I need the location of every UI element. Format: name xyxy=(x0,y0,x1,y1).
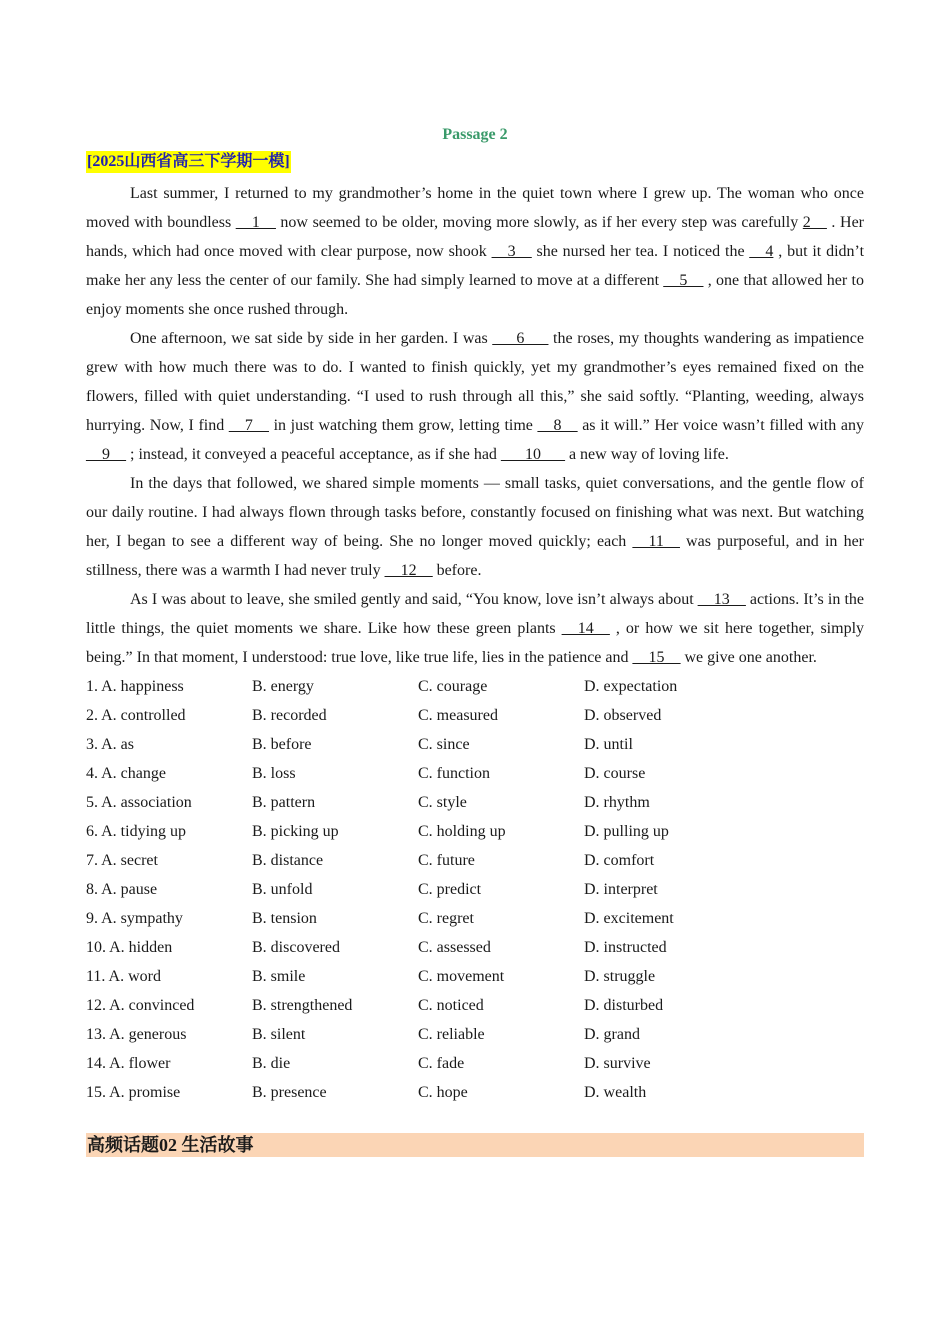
document-page xyxy=(86,120,864,1157)
paragraph-3 xyxy=(86,469,864,585)
option-d: D. grand xyxy=(584,1026,640,1043)
option-d: D. wealth xyxy=(584,1084,647,1101)
option-d: D. survive xyxy=(584,1055,651,1072)
option-b: B. before xyxy=(252,736,312,753)
blank-9: __9__ xyxy=(86,446,126,463)
option-c: C. predict xyxy=(418,881,482,898)
option-b: B. presence xyxy=(252,1084,327,1101)
option-a: 10. A. hidden xyxy=(86,939,173,956)
option-d: D. excitement xyxy=(584,910,674,927)
text: was purposeful, and in her stillness, there was a warmth I had never truly xyxy=(86,533,865,579)
option-a: 3. A. as xyxy=(86,736,134,753)
option-row-9 xyxy=(86,904,864,933)
text: before. xyxy=(432,562,482,579)
blank-14: __14__ xyxy=(561,620,610,637)
blank-5: __5__ xyxy=(663,272,704,289)
option-c: C. measured xyxy=(418,707,498,724)
option-c: C. function xyxy=(418,765,490,782)
option-d: D. observed xyxy=(584,707,662,724)
option-a: 8. A. pause xyxy=(86,881,158,898)
blank-1: __1__ xyxy=(235,214,276,231)
option-row-12 xyxy=(86,991,864,1020)
option-row-4 xyxy=(86,759,864,788)
option-row-11 xyxy=(86,962,864,991)
options-list xyxy=(86,672,864,1107)
blank-7: __7__ xyxy=(228,417,269,434)
option-row-2 xyxy=(86,701,864,730)
option-a: 13. A. generous xyxy=(86,1026,187,1043)
option-c: C. style xyxy=(418,794,467,811)
option-a: 1. A. happiness xyxy=(86,678,184,695)
source-tag: [2025山西省高三下学期一模] xyxy=(86,151,291,173)
option-d: D. course xyxy=(584,765,646,782)
option-a: 4. A. change xyxy=(86,765,166,782)
blank-2: 2__ xyxy=(802,214,827,231)
option-row-10 xyxy=(86,933,864,962)
text: as it will.” Her voice wasn’t filled with any xyxy=(577,417,864,434)
text: . Her hands, which had once moved with clear purpose, now shook xyxy=(86,214,864,260)
option-b: B. energy xyxy=(252,678,314,695)
option-c: C. courage xyxy=(418,678,488,695)
option-c: C. holding up xyxy=(418,823,506,840)
option-d: D. struggle xyxy=(584,968,656,985)
text: a new way of loving life. xyxy=(564,446,729,463)
option-d: D. instructed xyxy=(584,939,667,956)
option-row-13 xyxy=(86,1020,864,1049)
option-d: D. pulling up xyxy=(584,823,669,840)
text: actions. It’s in the little things, the quiet moments we share. Like how these green plants xyxy=(86,591,864,637)
paragraph-1 xyxy=(86,179,864,324)
option-row-15 xyxy=(86,1078,864,1107)
option-b: B. loss xyxy=(252,765,296,782)
source-line xyxy=(86,151,864,179)
option-b: B. die xyxy=(252,1055,291,1072)
option-c: C. fade xyxy=(418,1055,465,1072)
option-d: D. rhythm xyxy=(584,794,650,811)
option-d: D. until xyxy=(584,736,633,753)
blank-15: __15__ xyxy=(632,649,681,666)
option-b: B. discovered xyxy=(252,939,340,956)
option-c: C. reliable xyxy=(418,1026,485,1043)
blank-10: ___10___ xyxy=(500,446,565,463)
option-b: B. smile xyxy=(252,968,306,985)
paragraph-2 xyxy=(86,324,864,469)
option-b: B. silent xyxy=(252,1026,306,1043)
blank-8: __8__ xyxy=(537,417,578,434)
blank-11: __11__ xyxy=(632,533,680,550)
paragraph-4 xyxy=(86,585,864,672)
text: she nursed her tea. I noticed the xyxy=(531,243,750,260)
option-b: B. unfold xyxy=(252,881,313,898)
option-c: C. noticed xyxy=(418,997,484,1014)
option-a: 15. A. promise xyxy=(86,1084,181,1101)
option-row-3 xyxy=(86,730,864,759)
option-b: B. distance xyxy=(252,852,324,869)
option-row-5 xyxy=(86,788,864,817)
text: Last summer, I returned to my grandmother’s home in the quiet town where I grew up. The woman who once moved with boundless xyxy=(86,185,864,231)
option-row-1 xyxy=(86,672,864,701)
text: the roses, my thoughts wandering as impatience grew with how much there was to do. I wanted to finish quickly, yet my grandmother’s eyes remained fixed on the flowers, filled with quiet understanding. “I used to rush through all this,” she said softly. “Planting, weeding, always hurrying. Now, I find xyxy=(86,330,864,434)
option-c: C. movement xyxy=(418,968,505,985)
option-b: B. strengthened xyxy=(252,997,353,1014)
option-d: D. comfort xyxy=(584,852,655,869)
option-a: 11. A. word xyxy=(86,968,161,985)
option-row-6 xyxy=(86,817,864,846)
blank-12: __12__ xyxy=(384,562,433,579)
text: , or how we sit here together, simply being.” In that moment, I understood: true love, like true life, lies in the patience and xyxy=(86,620,865,666)
option-d: D. expectation xyxy=(584,678,678,695)
blank-3: __3__ xyxy=(491,243,532,260)
option-c: C. future xyxy=(418,852,475,869)
text: in just watching them grow, letting time xyxy=(268,417,538,434)
option-c: C. hope xyxy=(418,1084,468,1101)
text: , but it didn’t make her any less the center of our family. She had simply learned to move at a different xyxy=(86,243,865,289)
option-c: C. assessed xyxy=(418,939,491,956)
text: , one that allowed her to enjoy moments she once rushed through. xyxy=(86,272,864,318)
option-a: 2. A. controlled xyxy=(86,707,186,724)
blank-13: __13__ xyxy=(697,591,746,608)
option-a: 12. A. convinced xyxy=(86,997,195,1014)
option-c: C. since xyxy=(418,736,470,753)
text: In the days that followed, we shared simple moments — small tasks, quiet conversations, and the gentle flow of our daily routine. I had always flown through tasks before, constantly focused on finishing what was next. But watching her, I began to see a different way of being. She no longer moved quickly; each xyxy=(86,475,864,550)
option-b: B. tension xyxy=(252,910,317,927)
text: we give one another. xyxy=(680,649,817,666)
text: ; instead, it conveyed a peaceful acceptance, as if she had xyxy=(126,446,501,463)
text: now seemed to be older, moving more slowly, as if her every step was carefully xyxy=(275,214,803,231)
option-row-8 xyxy=(86,875,864,904)
option-b: B. picking up xyxy=(252,823,339,840)
text: As I was about to leave, she smiled gently and said, “You know, love isn’t always about xyxy=(130,591,698,608)
option-b: B. recorded xyxy=(252,707,327,724)
option-d: D. disturbed xyxy=(584,997,664,1014)
text: One afternoon, we sat side by side in her garden. I was xyxy=(130,330,493,347)
blank-4: __4 xyxy=(749,243,774,260)
option-row-7 xyxy=(86,846,864,875)
option-b: B. pattern xyxy=(252,794,316,811)
option-a: 6. A. tidying up xyxy=(86,823,187,840)
option-a: 5. A. association xyxy=(86,794,192,811)
option-row-14 xyxy=(86,1049,864,1078)
option-a: 14. A. flower xyxy=(86,1055,171,1072)
passage-title: Passage 2 xyxy=(442,126,508,143)
option-a: 9. A. sympathy xyxy=(86,910,183,927)
option-d: D. interpret xyxy=(584,881,658,898)
option-c: C. regret xyxy=(418,910,474,927)
option-a: 7. A. secret xyxy=(86,852,158,869)
blank-6: ___6___ xyxy=(492,330,549,347)
section-heading: 高频话题02 生活故事 xyxy=(86,1133,864,1157)
